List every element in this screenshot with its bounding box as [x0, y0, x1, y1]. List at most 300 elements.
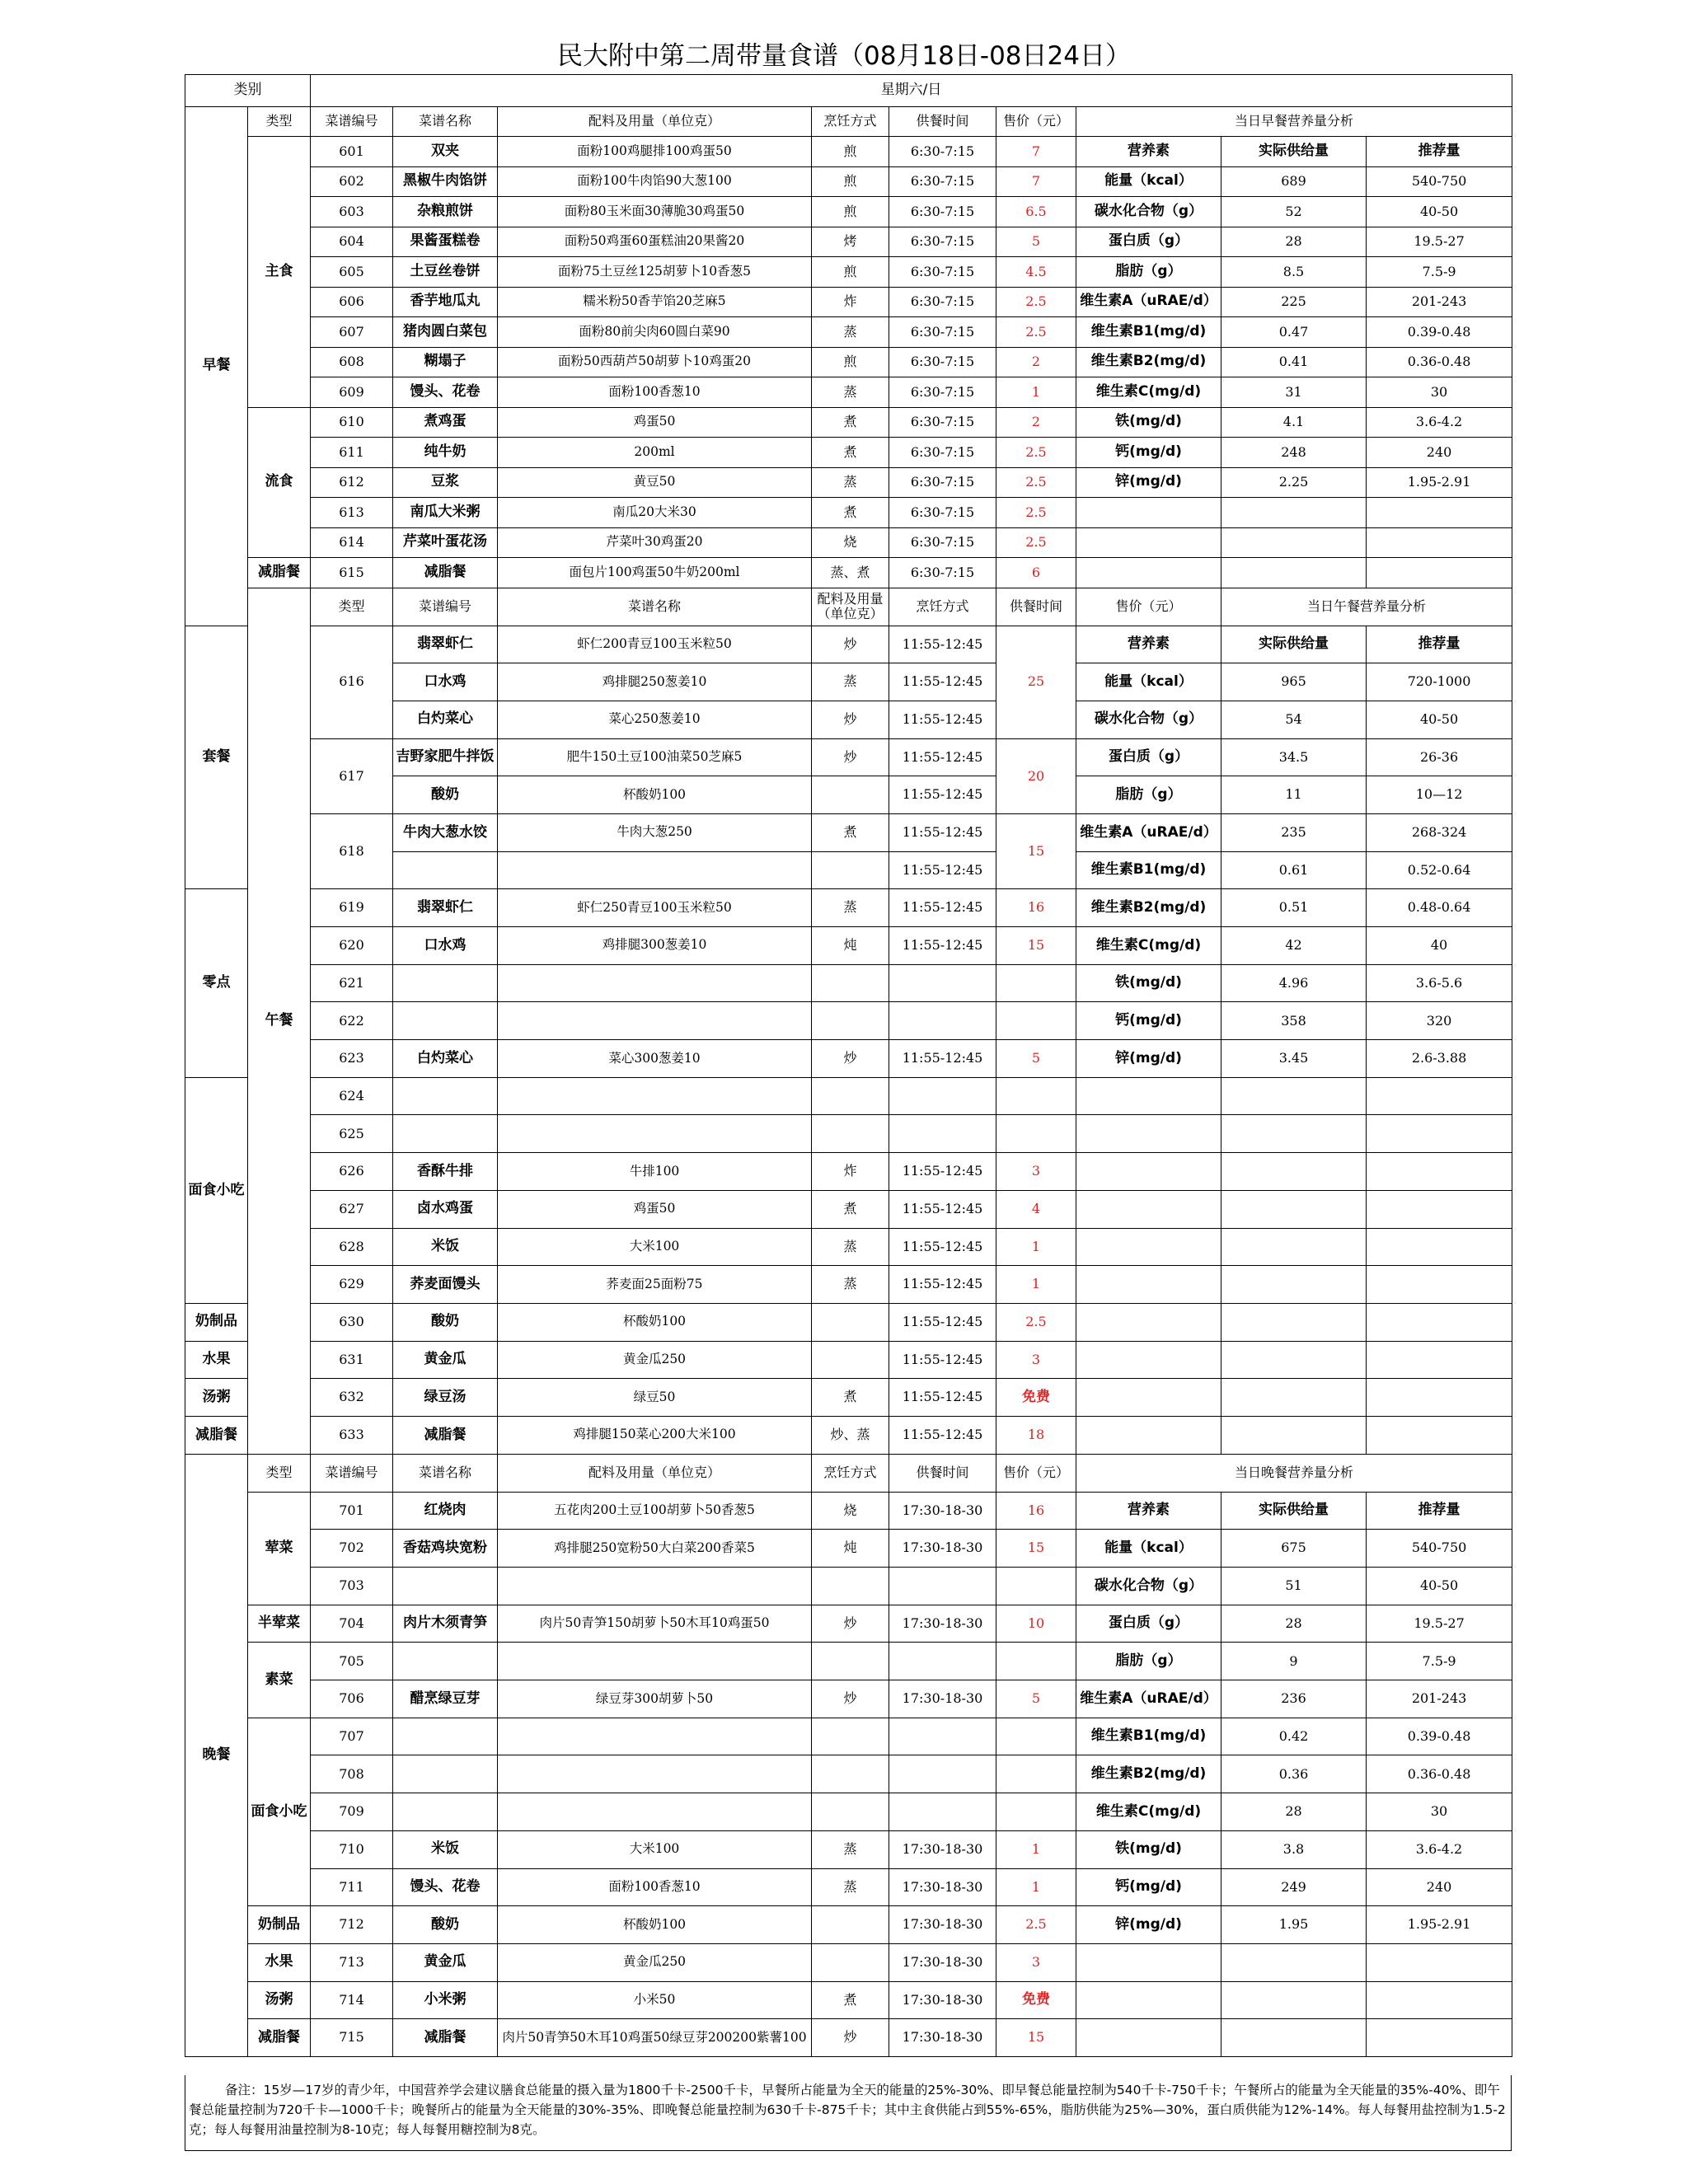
dish-name: 小米粥	[393, 1981, 498, 2019]
table-row	[185, 2019, 1512, 2057]
dish-ingredients: 肥牛150土豆100油菜50芝麻5	[498, 738, 812, 776]
cooking-method: 煮	[812, 438, 889, 468]
dish-name	[393, 851, 498, 889]
serving-time: 6:30-7:15	[889, 197, 996, 227]
serving-time: 6:30-7:15	[889, 407, 996, 438]
dish-id: 624	[311, 1077, 393, 1115]
serving-time: 6:30-7:15	[889, 377, 996, 408]
table-row	[185, 377, 1512, 408]
nutrient-empty	[1221, 527, 1367, 558]
dish-id: 620	[311, 927, 393, 965]
table-row	[185, 738, 1512, 776]
table-row	[185, 166, 1512, 197]
group-label: 零点	[185, 889, 248, 1077]
meal-lunch: 午餐	[248, 588, 311, 1454]
nutrient-recommended: 240	[1367, 438, 1512, 468]
table-row	[185, 1643, 1512, 1680]
cooking-method	[812, 964, 889, 1002]
serving-time: 11:55-12:45	[889, 1040, 996, 1078]
nutrient-recommended: 201-243	[1367, 1680, 1512, 1718]
nutrient-name: 碳水化合物（g）	[1076, 197, 1221, 227]
dish-name: 双夹	[393, 137, 498, 167]
dish-name: 糊塌子	[393, 347, 498, 377]
day-header: 星期六/日	[311, 75, 1512, 107]
table-row	[185, 1981, 1512, 2019]
dish-name: 酸奶	[393, 776, 498, 814]
group-label: 素菜	[248, 1643, 311, 1718]
nutrient-empty	[1367, 2019, 1512, 2057]
dish-price: 1	[996, 1868, 1076, 1906]
table-row	[185, 1906, 1512, 1944]
dish-name	[393, 1793, 498, 1831]
serving-time: 17:30-18-30	[889, 1680, 996, 1718]
nutrient-actual: 8.5	[1221, 257, 1367, 288]
nutrient-name: 铁(mg/d)	[1076, 964, 1221, 1002]
dish-id: 709	[311, 1793, 393, 1831]
table-row	[185, 813, 1512, 851]
dish-price: 1	[996, 1266, 1076, 1304]
dish-price	[996, 1568, 1076, 1605]
cooking-method	[812, 1906, 889, 1944]
dish-name: 荞麦面馒头	[393, 1266, 498, 1304]
nutrient-recommended: 10—12	[1367, 776, 1512, 814]
dish-price: 免费	[996, 1981, 1076, 2019]
group-label: 减脂餐	[185, 1416, 248, 1454]
table-row	[185, 438, 1512, 468]
column-header-type: 类型	[248, 1454, 311, 1492]
dish-price	[996, 1793, 1076, 1831]
table-row	[185, 498, 1512, 528]
nutrient-actual: 1.95	[1221, 1906, 1367, 1944]
nutrient-empty	[1367, 1153, 1512, 1191]
dish-id: 715	[311, 2019, 393, 2057]
table-row	[185, 1228, 1512, 1266]
nutrient-actual: 11	[1221, 776, 1367, 814]
dish-ingredients: 芹菜叶30鸡蛋20	[498, 527, 812, 558]
serving-time: 6:30-7:15	[889, 527, 996, 558]
page-title: 民大附中第二周带量食谱（08月18日-08日24日）	[557, 41, 1131, 71]
dish-ingredients: 大米100	[498, 1228, 812, 1266]
column-header-price: 售价（元）	[996, 1454, 1076, 1492]
dish-price: 5	[996, 1680, 1076, 1718]
dish-id: 628	[311, 1228, 393, 1266]
nutrient-empty	[1367, 1943, 1512, 1981]
group-label: 流食	[248, 407, 311, 558]
table-row	[185, 1190, 1512, 1228]
group-label: 奶制品	[185, 1303, 248, 1341]
table-row	[185, 227, 1512, 257]
nutrient-recommended: 19.5-27	[1367, 227, 1512, 257]
nutrient-empty	[1367, 1303, 1512, 1341]
serving-time: 11:55-12:45	[889, 927, 996, 965]
dish-ingredients: 鸡排腿150菜心200大米100	[498, 1416, 812, 1454]
nutrient-recommended: 30	[1367, 377, 1512, 408]
nutrient-recommended: 720-1000	[1367, 663, 1512, 701]
dish-id: 618	[311, 813, 393, 888]
dish-name: 白灼菜心	[393, 701, 498, 738]
nutrient-empty	[1076, 558, 1221, 588]
nutrient-actual: 31	[1221, 377, 1367, 408]
nutrient-name: 维生素B1(mg/d)	[1076, 1718, 1221, 1755]
nutrient-recommended: 3.6-5.6	[1367, 964, 1512, 1002]
dish-price: 7	[996, 166, 1076, 197]
cooking-method: 蒸	[812, 889, 889, 927]
nutrient-name: 维生素A（uRAE/d）	[1076, 1680, 1221, 1718]
nutrient-recommended: 1.95-2.91	[1367, 467, 1512, 498]
dish-name: 果酱蛋糕卷	[393, 227, 498, 257]
dish-name: 绿豆汤	[393, 1379, 498, 1417]
dish-id: 625	[311, 1115, 393, 1153]
dish-ingredients: 虾仁200青豆100玉米粒50	[498, 626, 812, 663]
nutrient-name: 维生素C(mg/d)	[1076, 1793, 1221, 1831]
table-row	[185, 1718, 1512, 1755]
dish-price: 10	[996, 1605, 1076, 1643]
dish-name	[393, 1115, 498, 1153]
dish-id: 629	[311, 1266, 393, 1304]
serving-time: 6:30-7:15	[889, 438, 996, 468]
dish-name: 酸奶	[393, 1906, 498, 1944]
dish-ingredients: 荞麦面25面粉75	[498, 1266, 812, 1304]
nutrient-empty	[1076, 1153, 1221, 1191]
dish-id: 602	[311, 166, 393, 197]
dish-ingredients: 小米50	[498, 1981, 812, 2019]
column-header-time: 供餐时间	[996, 588, 1076, 626]
dish-price: 免费	[996, 1379, 1076, 1417]
serving-time: 6:30-7:15	[889, 287, 996, 317]
nutrient-name: 脂肪（g）	[1076, 1643, 1221, 1680]
meal-dinner: 晚餐	[185, 1454, 248, 2056]
serving-time: 11:55-12:45	[889, 663, 996, 701]
serving-time: 17:30-18-30	[889, 1868, 996, 1906]
serving-time	[889, 1077, 996, 1115]
dish-price: 16	[996, 889, 1076, 927]
dish-name: 酸奶	[393, 1303, 498, 1341]
nutrient-name: 蛋白质（g）	[1076, 1605, 1221, 1643]
nutrient-actual: 0.51	[1221, 889, 1367, 927]
dish-id: 614	[311, 527, 393, 558]
nutrient-actual: 248	[1221, 438, 1367, 468]
dish-ingredients	[498, 1568, 812, 1605]
serving-time: 6:30-7:15	[889, 498, 996, 528]
nutrient-name: 碳水化合物（g）	[1076, 1568, 1221, 1605]
dish-ingredients: 杯酸奶100	[498, 776, 812, 814]
dish-price: 1	[996, 1830, 1076, 1868]
dish-name: 黑椒牛肉馅饼	[393, 166, 498, 197]
dish-price: 20	[996, 738, 1076, 813]
dish-id: 622	[311, 1002, 393, 1040]
nutrient-name: 维生素C(mg/d)	[1076, 927, 1221, 965]
table-row	[185, 1943, 1512, 1981]
column-header-type: 类型	[311, 588, 393, 626]
cooking-method: 炸	[812, 1153, 889, 1191]
nutrient-recommended: 19.5-27	[1367, 1605, 1512, 1643]
dish-id: 608	[311, 347, 393, 377]
table-row	[185, 588, 1512, 626]
dish-ingredients: 面粉100香葱10	[498, 1868, 812, 1906]
column-header-id: 菜谱编号	[393, 588, 498, 626]
nutrient-empty	[1221, 2019, 1367, 2057]
dish-price: 6.5	[996, 197, 1076, 227]
dish-id: 617	[311, 738, 393, 813]
dish-name	[393, 964, 498, 1002]
nutrient-name: 铁(mg/d)	[1076, 407, 1221, 438]
nutrient-empty	[1221, 1943, 1367, 1981]
nutrition-header-actual: 实际供给量	[1221, 626, 1367, 663]
table-row	[185, 1153, 1512, 1191]
column-header-method: 烹饪方式	[812, 1454, 889, 1492]
dish-name: 纯牛奶	[393, 438, 498, 468]
nutrient-actual: 3.8	[1221, 1830, 1367, 1868]
dish-price: 18	[996, 1416, 1076, 1454]
dish-id: 604	[311, 227, 393, 257]
nutrient-empty	[1076, 1416, 1221, 1454]
nutrient-empty	[1221, 1416, 1367, 1454]
nutrition-header-recommended: 推荐量	[1367, 1492, 1512, 1530]
nutrient-name: 维生素A（uRAE/d）	[1076, 813, 1221, 851]
dish-ingredients	[498, 1002, 812, 1040]
serving-time	[889, 1643, 996, 1680]
column-header-ing: 配料及用量（单位克）	[812, 588, 889, 626]
dish-name: 馒头、花卷	[393, 377, 498, 408]
nutrient-recommended: 201-243	[1367, 287, 1512, 317]
dish-price: 15	[996, 813, 1076, 888]
dish-id: 632	[311, 1379, 393, 1417]
column-header-method: 烹饪方式	[812, 107, 889, 137]
nutrient-empty	[1367, 498, 1512, 528]
nutrient-name: 钙(mg/d)	[1076, 438, 1221, 468]
serving-time: 11:55-12:45	[889, 776, 996, 814]
nutrient-name: 铁(mg/d)	[1076, 1830, 1221, 1868]
serving-time: 6:30-7:15	[889, 558, 996, 588]
dish-id: 702	[311, 1530, 393, 1568]
nutrient-name: 碳水化合物（g）	[1076, 701, 1221, 738]
table-row	[185, 317, 1512, 348]
cooking-method: 煮	[812, 1190, 889, 1228]
cooking-method: 煎	[812, 347, 889, 377]
dish-price: 1	[996, 377, 1076, 408]
table-row	[185, 1341, 1512, 1379]
nutrient-empty	[1076, 1190, 1221, 1228]
group-label: 面食小吃	[248, 1718, 311, 1905]
nutrient-name: 脂肪（g）	[1076, 776, 1221, 814]
group-label: 半荤菜	[248, 1605, 311, 1643]
nutrient-recommended: 3.6-4.2	[1367, 1830, 1512, 1868]
nutrient-empty	[1367, 1416, 1512, 1454]
dish-price: 3	[996, 1943, 1076, 1981]
column-header-id: 菜谱编号	[311, 1454, 393, 1492]
nutrient-recommended: 268-324	[1367, 813, 1512, 851]
dish-ingredients: 肉片50青笋150胡萝卜50木耳10鸡蛋50	[498, 1605, 812, 1643]
group-label: 荤菜	[248, 1492, 311, 1605]
table-row	[185, 558, 1512, 588]
serving-time: 11:55-12:45	[889, 1341, 996, 1379]
nutrient-name: 锌(mg/d)	[1076, 467, 1221, 498]
dish-id: 627	[311, 1190, 393, 1228]
dish-ingredients: 牛肉大葱250	[498, 813, 812, 851]
serving-time: 17:30-18-30	[889, 2019, 996, 2057]
column-header-ing: 配料及用量（单位克）	[498, 107, 812, 137]
cooking-method	[812, 1002, 889, 1040]
nutrient-name: 维生素B1(mg/d)	[1076, 851, 1221, 889]
dish-ingredients: 面粉50鸡蛋60蛋糕油20果酱20	[498, 227, 812, 257]
dish-name: 黄金瓜	[393, 1943, 498, 1981]
cooking-method: 炒	[812, 1680, 889, 1718]
dish-ingredients: 鸡蛋50	[498, 407, 812, 438]
nutrient-recommended: 0.39-0.48	[1367, 1718, 1512, 1755]
dish-price: 2.5	[996, 467, 1076, 498]
dish-name: 香酥牛排	[393, 1153, 498, 1191]
nutrient-empty	[1221, 1190, 1367, 1228]
nutrient-recommended: 7.5-9	[1367, 1643, 1512, 1680]
nutrient-empty	[1076, 1077, 1221, 1115]
cooking-method: 蒸	[812, 1228, 889, 1266]
dish-ingredients: 鸡排腿250葱姜10	[498, 663, 812, 701]
dish-ingredients	[498, 1718, 812, 1755]
dish-price: 2	[996, 347, 1076, 377]
nutrient-empty	[1221, 1077, 1367, 1115]
nutrient-actual: 9	[1221, 1643, 1367, 1680]
nutrient-empty	[1367, 1228, 1512, 1266]
table-row	[185, 1568, 1512, 1605]
dish-id: 714	[311, 1981, 393, 2019]
nutrient-empty	[1221, 1228, 1367, 1266]
serving-time: 6:30-7:15	[889, 317, 996, 348]
dish-price: 2.5	[996, 1906, 1076, 1944]
dish-ingredients: 绿豆芽300胡萝卜50	[498, 1680, 812, 1718]
table-row	[185, 257, 1512, 288]
dish-ingredients: 杯酸奶100	[498, 1906, 812, 1944]
nutrient-name: 维生素B1(mg/d)	[1076, 317, 1221, 348]
group-label: 减脂餐	[248, 558, 311, 588]
cooking-method: 煮	[812, 498, 889, 528]
nutrient-empty	[1367, 1115, 1512, 1153]
nutrient-actual: 0.36	[1221, 1755, 1367, 1793]
dish-ingredients: 面粉75土豆丝125胡萝卜10香葱5	[498, 257, 812, 288]
table-row	[185, 1077, 1512, 1115]
dish-ingredients: 鸡蛋50	[498, 1190, 812, 1228]
table-row	[185, 197, 1512, 227]
dish-id: 613	[311, 498, 393, 528]
dish-name: 减脂餐	[393, 558, 498, 588]
serving-time: 11:55-12:45	[889, 1416, 996, 1454]
nutrient-empty	[1221, 1266, 1367, 1304]
analysis-title: 当日午餐营养量分析	[1221, 588, 1512, 626]
dish-price	[996, 1718, 1076, 1755]
group-label: 主食	[248, 137, 311, 408]
nutrient-empty	[1367, 1077, 1512, 1115]
nutrient-recommended: 0.48-0.64	[1367, 889, 1512, 927]
cooking-method	[812, 1718, 889, 1755]
serving-time: 11:55-12:45	[889, 701, 996, 738]
dish-id: 705	[311, 1643, 393, 1680]
dish-name	[393, 1002, 498, 1040]
dish-ingredients: 黄金瓜250	[498, 1341, 812, 1379]
dish-ingredients: 虾仁250青豆100玉米粒50	[498, 889, 812, 927]
footnote: 备注：15岁—17岁的青少年，中国营养学会建议膳食总能量的摄入量为1800千卡-2500千卡，早餐所占能量为全天的能量的25%-30%、即早餐总能量控制为540千卡-750千卡；午餐所占的能量为全天能量的35%-40%、即午餐总能量控制为720千卡—1000千卡；晚餐所占的能量为全天能量的30%-35%、即晚餐总能量控制为630千卡-875千卡；其中主食供能占到55%-65%，脂肪供能为25%—30%，蛋白质供能为12%-14%。每人每餐用盐控制为1.5-2克；每人每餐用油量控制为8-10克；每人每餐用糖控制为8克。	[185, 2075, 1512, 2151]
cooking-method: 煮	[812, 1981, 889, 2019]
serving-time	[889, 1002, 996, 1040]
cooking-method: 煎	[812, 166, 889, 197]
serving-time: 11:55-12:45	[889, 1379, 996, 1417]
dish-ingredients: 鸡排腿250宽粉50大白菜200香菜5	[498, 1530, 812, 1568]
dish-id: 701	[311, 1492, 393, 1530]
dish-name: 煮鸡蛋	[393, 407, 498, 438]
nutrient-name: 锌(mg/d)	[1076, 1040, 1221, 1078]
nutrient-recommended: 320	[1367, 1002, 1512, 1040]
cooking-method: 蒸	[812, 317, 889, 348]
nutrient-recommended: 540-750	[1367, 1530, 1512, 1568]
column-header-type: 类型	[248, 107, 311, 137]
column-header-time: 供餐时间	[889, 107, 996, 137]
nutrient-actual: 28	[1221, 227, 1367, 257]
dish-id: 703	[311, 1568, 393, 1605]
cooking-method: 蒸	[812, 377, 889, 408]
dish-price	[996, 1643, 1076, 1680]
nutrient-empty	[1076, 1379, 1221, 1417]
dish-price: 5	[996, 227, 1076, 257]
nutrient-actual: 4.1	[1221, 407, 1367, 438]
dish-price: 15	[996, 1530, 1076, 1568]
table-row	[185, 1605, 1512, 1643]
dish-name	[393, 1568, 498, 1605]
dish-price	[996, 1002, 1076, 1040]
table-row	[185, 1416, 1512, 1454]
table-row	[185, 75, 1512, 107]
nutrient-actual: 689	[1221, 166, 1367, 197]
serving-time: 6:30-7:15	[889, 347, 996, 377]
nutrient-name: 能量（kcal）	[1076, 663, 1221, 701]
nutrient-actual: 0.42	[1221, 1718, 1367, 1755]
dish-price: 5	[996, 1040, 1076, 1078]
table-row	[185, 1530, 1512, 1568]
cooking-method: 煎	[812, 197, 889, 227]
nutrient-name: 锌(mg/d)	[1076, 1906, 1221, 1944]
group-label: 汤粥	[248, 1981, 311, 2019]
dish-price: 3	[996, 1341, 1076, 1379]
dish-name: 白灼菜心	[393, 1040, 498, 1078]
nutrition-header-nutrient: 营养素	[1076, 137, 1221, 167]
nutrient-recommended: 2.6-3.88	[1367, 1040, 1512, 1078]
table-row	[185, 889, 1512, 927]
dish-id: 603	[311, 197, 393, 227]
dish-name: 杂粮煎饼	[393, 197, 498, 227]
dish-ingredients	[498, 851, 812, 889]
analysis-title: 当日晚餐营养量分析	[1076, 1454, 1512, 1492]
serving-time: 6:30-7:15	[889, 137, 996, 167]
cooking-method: 煮	[812, 1379, 889, 1417]
dish-ingredients: 黄豆50	[498, 467, 812, 498]
table-row	[185, 1830, 1512, 1868]
dish-id: 713	[311, 1943, 393, 1981]
dish-price	[996, 1115, 1076, 1153]
cooking-method	[812, 1943, 889, 1981]
table-row	[185, 1454, 1512, 1492]
dish-ingredients	[498, 964, 812, 1002]
dish-name: 醋烹绿豆芽	[393, 1680, 498, 1718]
nutrient-empty	[1367, 1341, 1512, 1379]
cooking-method: 炒	[812, 738, 889, 776]
nutrition-header-nutrient: 营养素	[1076, 626, 1221, 663]
nutrition-header-recommended: 推荐量	[1367, 137, 1512, 167]
dish-price: 1	[996, 1228, 1076, 1266]
serving-time: 11:55-12:45	[889, 626, 996, 663]
dish-name	[393, 1718, 498, 1755]
cooking-method	[812, 1643, 889, 1680]
cooking-method	[812, 1077, 889, 1115]
table-row	[185, 1002, 1512, 1040]
dish-name: 米饭	[393, 1228, 498, 1266]
nutrient-empty	[1367, 1379, 1512, 1417]
